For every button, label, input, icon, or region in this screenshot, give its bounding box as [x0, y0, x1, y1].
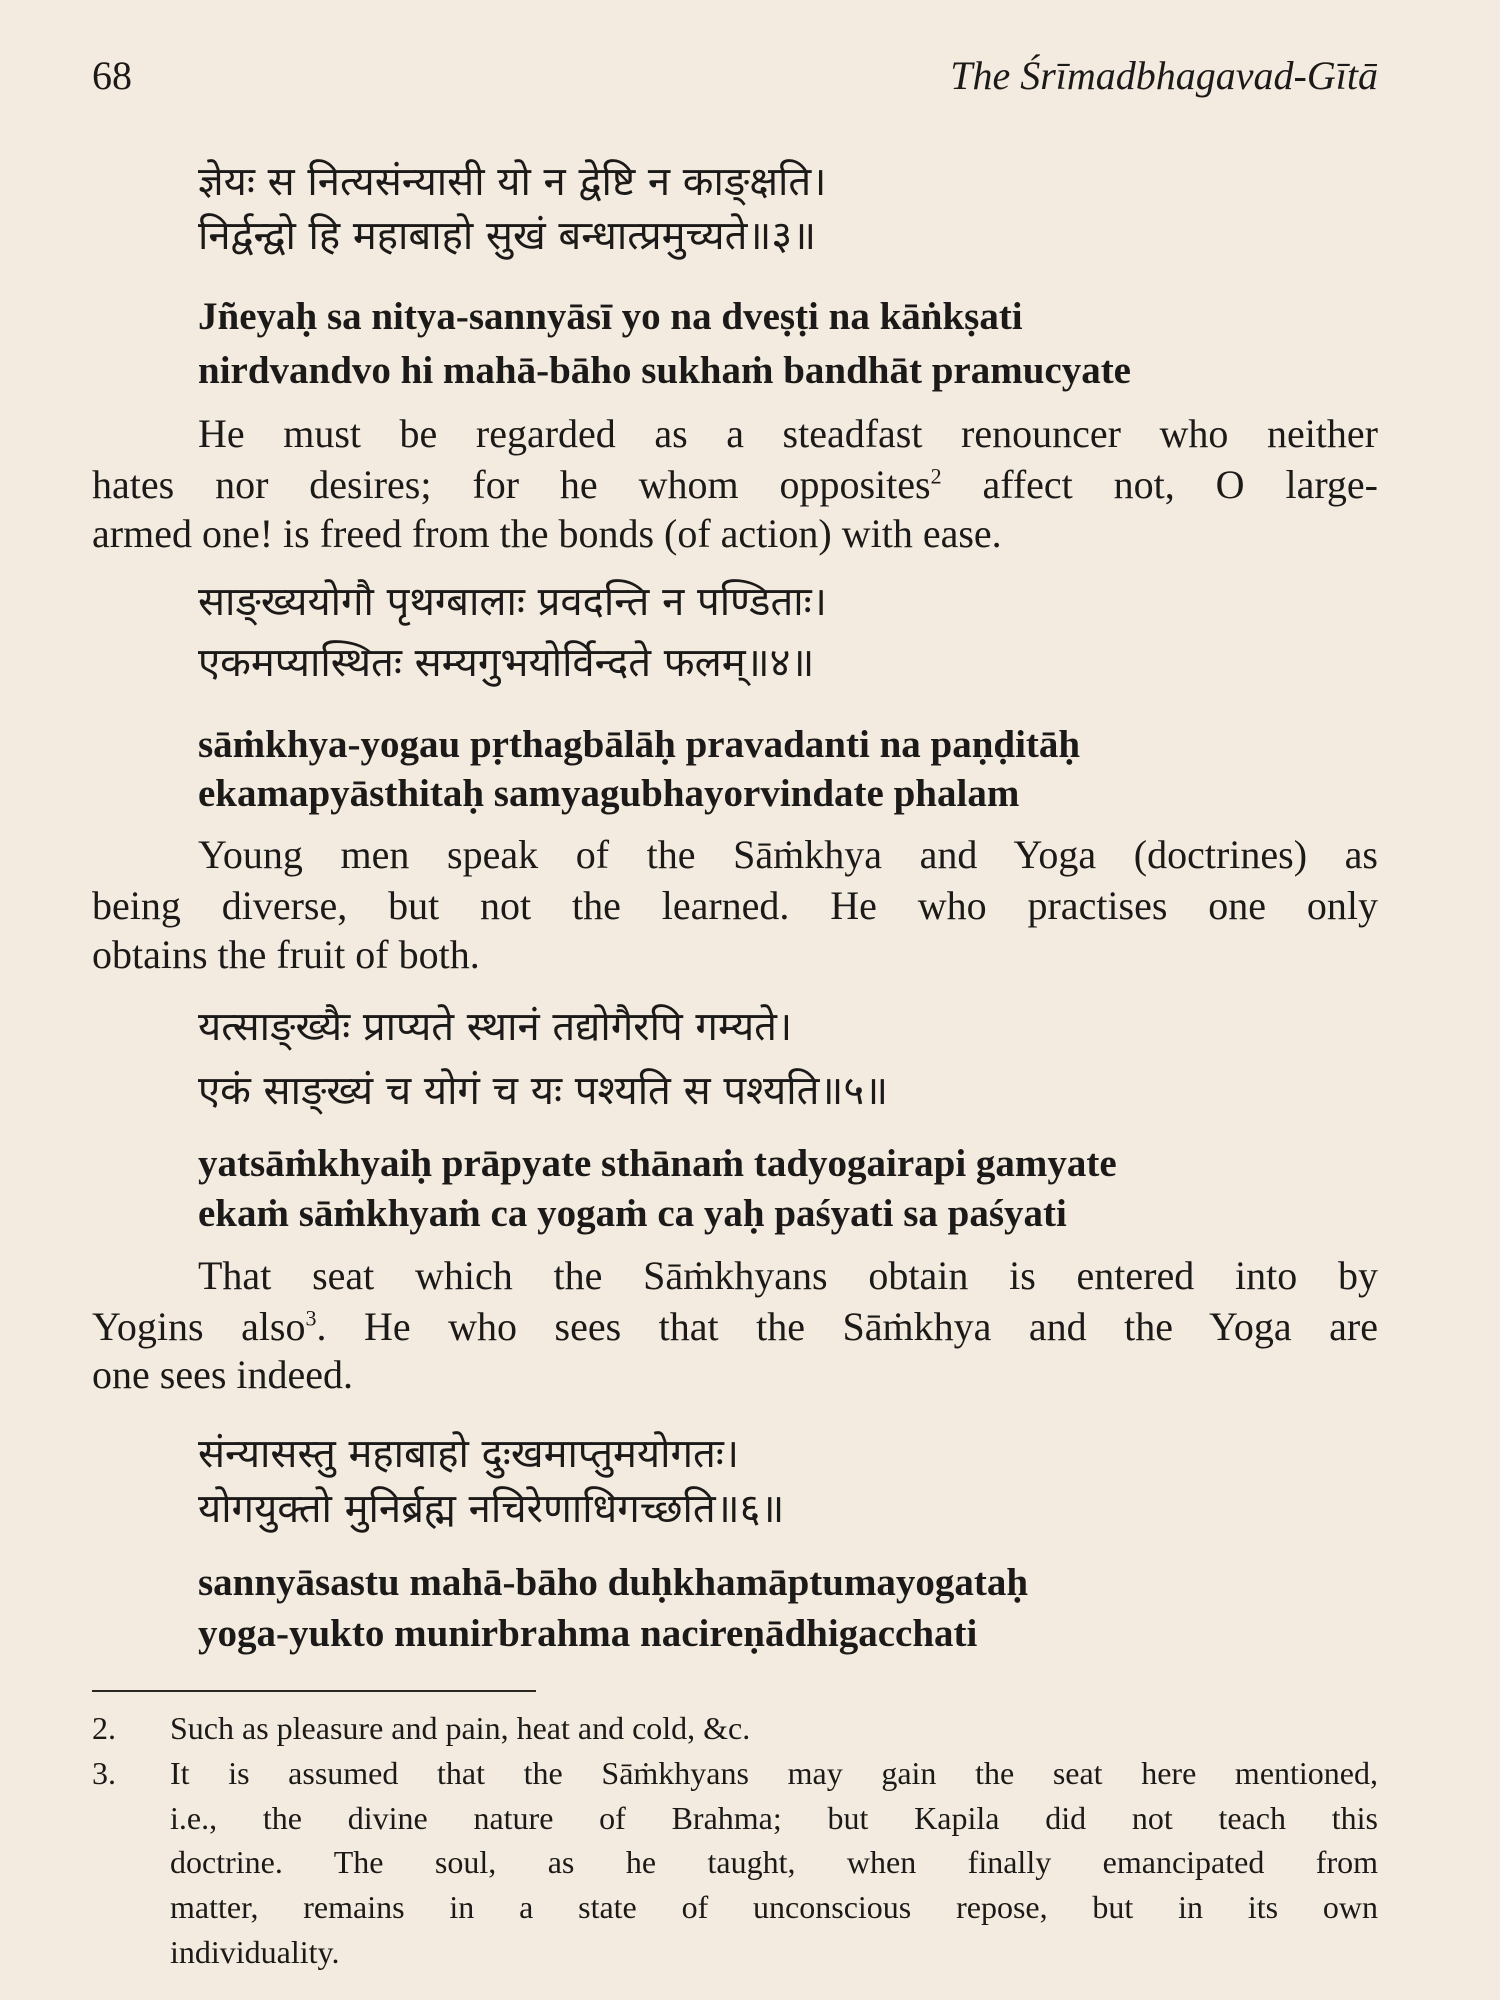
sanskrit-line: योगयुक्तो मुनिर्ब्रह्म नचिरेणाधिगच्छति॥६॥	[198, 1486, 785, 1532]
transliteration-line: yoga-yukto munirbrahma nacireṇādhigacchati	[198, 1612, 978, 1655]
translation-line: Yogins also$^3$. He who sees that the Sāṁkhya and the Yoga are	[92, 1304, 1378, 1349]
translation-line: obtains the fruit of both.	[92, 932, 480, 977]
transliteration-line: sannyāsastu mahā-bāho duḥkhamāptumayogataḥ	[198, 1561, 1029, 1604]
translation-line: one sees indeed.	[92, 1352, 354, 1397]
transliteration-line: ekamapyāsthitaḥ samyagubhayorvindate phalam	[198, 772, 1020, 815]
transliteration-line: nirdvandvo hi mahā-bāho sukhaṁ bandhāt pramucyate	[198, 349, 1131, 392]
sanskrit-line: ज्ञेयः स नित्यसंन्यासी यो न द्वेष्टि न काङ्क्षति।	[198, 159, 827, 205]
footnote-number: 2.	[92, 1710, 116, 1746]
transliteration-line: Jñeyaḥ sa nitya-sannyāsī yo na dveṣṭi na kāṅkṣati	[198, 295, 1023, 338]
footnote-number: 3.	[92, 1755, 116, 1791]
transliteration-line: yatsāṁkhyaiḥ prāpyate sthānaṁ tadyogairapi gamyate	[198, 1142, 1117, 1185]
footnote-text: individuality.	[170, 1934, 340, 1970]
footnote-divider	[92, 1690, 536, 1692]
translation-line: Young men speak of the Sāṁkhya and Yoga (doctrines) as	[198, 832, 1378, 877]
sanskrit-line: साङ्ख्ययोगौ पृथग्बालाः प्रवदन्ति न पण्डिताः।	[198, 579, 827, 625]
running-title: The Śrīmadbhagavad-Gītā	[950, 53, 1378, 98]
footnote-ref[interactable]: 3	[305, 1305, 317, 1331]
translation-line: being diverse, but not the learned. He who practises one only	[92, 883, 1378, 928]
translation-line: He must be regarded as a steadfast renouncer who neither	[198, 411, 1378, 456]
footnote-text: It is assumed that the Sāṁkhyans may gain the seat here mentioned,	[170, 1755, 1378, 1791]
footnote-ref[interactable]: 2	[930, 463, 942, 489]
transliteration-line: ekaṁ sāṁkhyaṁ ca yogaṁ ca yaḥ paśyati sa paśyati	[198, 1192, 1067, 1235]
footnote-text: Such as pleasure and pain, heat and cold, &c.	[170, 1710, 751, 1746]
footnote-text: doctrine. The soul, as he taught, when finally emancipated from	[170, 1844, 1378, 1880]
sanskrit-line: एकमप्यास्थितः सम्यगुभयोर्विन्दते फलम्॥४॥	[198, 640, 815, 686]
footnote-text: matter, remains in a state of unconscious repose, but in its own	[170, 1889, 1378, 1925]
translation-line: hates nor desires; for he whom opposites$^2$ affect not, O large-	[92, 462, 1379, 507]
footnote-text: i.e., the divine nature of Brahma; but Kapila did not teach this	[170, 1800, 1378, 1836]
transliteration-line: sāṁkhya-yogau pṛthagbālāḥ pravadanti na paṇḍitāḥ	[198, 723, 1081, 766]
sanskrit-line: निर्द्वन्द्वो हि महाबाहो सुखं बन्धात्प्रमुच्यते॥३॥	[198, 213, 817, 259]
translation-line: That seat which the Sāṁkhyans obtain is entered into by	[198, 1253, 1378, 1298]
sanskrit-line: संन्यासस्तु महाबाहो दुःखमाप्तुमयोगतः।	[198, 1431, 740, 1477]
sanskrit-line: यत्साङ्ख्यैः प्राप्यते स्थानं तद्योगैरपि गम्यते।	[198, 1004, 793, 1050]
page-number: 68	[92, 53, 132, 98]
sanskrit-line: एकं साङ्ख्यं च योगं च यः पश्यति स पश्यति॥५॥	[198, 1068, 889, 1114]
translation-line: armed one! is freed from the bonds (of action) with ease.	[92, 511, 1002, 556]
